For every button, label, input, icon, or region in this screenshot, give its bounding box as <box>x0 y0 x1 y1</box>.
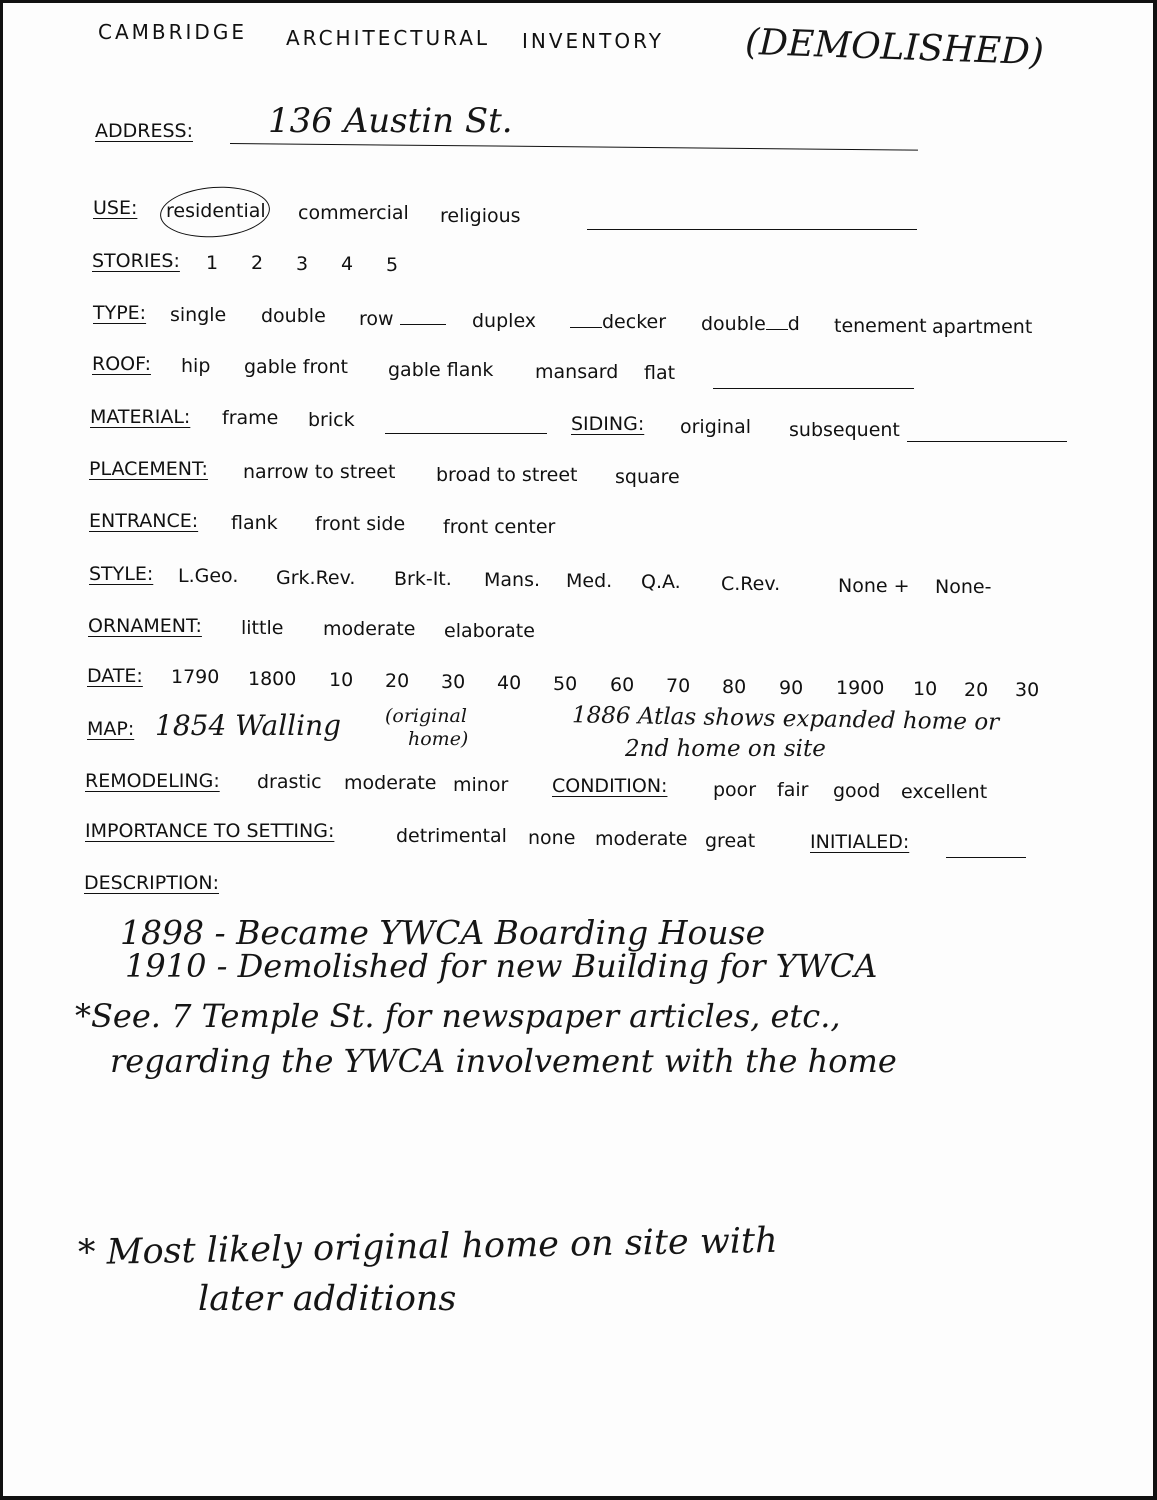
use-option-religious: religious <box>440 205 521 227</box>
type-option-single: single <box>170 304 227 326</box>
header-title-architectural: ARCHITECTURAL <box>286 26 491 50</box>
type-option-decker <box>570 313 666 332</box>
type-option-double-decker <box>701 315 800 334</box>
scan-edge-left <box>0 0 3 1500</box>
description-note-line-1: * Most likely original home on site with <box>77 1220 778 1274</box>
description-line-1: 1898 - Became YWCA Boarding House <box>120 913 766 952</box>
material-option-brick: brick <box>308 409 355 431</box>
header-title-inventory: INVENTORY <box>522 29 664 53</box>
use-option-commercial: commercial <box>298 202 409 224</box>
style-option-l-geo: L.Geo. <box>178 565 239 587</box>
entrance-label: ENTRANCE: <box>89 510 199 532</box>
stories-option-2: 2 <box>251 252 264 274</box>
roof-option-hip: hip <box>181 355 211 377</box>
roof-label: ROOF: <box>92 353 151 375</box>
map-label: MAP: <box>87 718 135 740</box>
date-option-90: 90 <box>779 677 804 699</box>
condition-option-good: good <box>833 780 881 802</box>
use-option-residential: residential <box>166 200 266 222</box>
scan-edge-right <box>1153 0 1157 1500</box>
type-option-tenement: tenement <box>834 315 927 337</box>
importance-option-great: great <box>705 830 756 852</box>
initialed-label: INITIALED: <box>810 831 910 853</box>
material-option-frame: frame <box>222 407 279 429</box>
entrance-option-front-center: front center <box>443 516 556 538</box>
description-line-4: regarding the YWCA involvement with the home <box>110 1042 897 1080</box>
condition-option-excellent: excellent <box>901 781 988 803</box>
remodeling-option-moderate: moderate <box>344 772 437 794</box>
selection-circle <box>158 183 271 241</box>
style-option-mans: Mans. <box>484 569 541 591</box>
double-decker-blank <box>766 329 788 330</box>
type-option-duplex: duplex <box>472 310 537 332</box>
ornament-option-moderate: moderate <box>323 618 416 640</box>
condition-label: CONDITION: <box>552 775 668 797</box>
placement-label: PLACEMENT: <box>89 458 208 480</box>
material-other-blank <box>385 433 547 434</box>
style-option-med: Med. <box>566 570 613 592</box>
remodeling-option-drastic: drastic <box>257 771 322 793</box>
ornament-option-elaborate: elaborate <box>444 620 535 642</box>
date-label: DATE: <box>87 665 143 687</box>
type-option-decker-text: decker <box>602 311 667 333</box>
description-note-line-2: later additions <box>198 1279 457 1319</box>
roof-option-gable-front: gable front <box>244 356 348 378</box>
style-option-none-plus: None + <box>838 575 910 597</box>
description-line-3: *See. 7 Temple St. for newspaper articles, etc., <box>75 997 841 1035</box>
material-label: MATERIAL: <box>90 406 191 428</box>
roof-option-mansard: mansard <box>535 361 619 383</box>
use-other-blank <box>587 229 917 230</box>
row-blank <box>400 324 446 325</box>
importance-option-detrimental: detrimental <box>396 825 507 847</box>
demolished-stamp: (DEMOLISHED) <box>744 21 1045 74</box>
stories-option-1: 1 <box>206 252 219 274</box>
date-option-50: 50 <box>553 673 578 695</box>
decker-blank <box>570 327 602 328</box>
scan-edge-bottom <box>0 1496 1157 1500</box>
date-option-30b: 30 <box>1015 679 1040 701</box>
address-label: ADDRESS: <box>95 120 193 142</box>
date-option-1900: 1900 <box>836 677 885 699</box>
roof-other-blank <box>713 388 914 389</box>
condition-option-fair: fair <box>777 779 809 801</box>
date-option-40: 40 <box>497 672 522 694</box>
style-option-brk-it: Brk-It. <box>394 568 452 590</box>
date-option-30a: 30 <box>441 671 466 693</box>
date-option-60: 60 <box>610 674 635 696</box>
map-note-walling: 1854 Walling <box>155 709 342 742</box>
stories-option-3: 3 <box>296 253 309 275</box>
description-label: DESCRIPTION: <box>84 872 220 894</box>
map-note-paren-top: (original <box>385 705 467 727</box>
style-option-q-a: Q.A. <box>641 571 681 593</box>
condition-option-poor: poor <box>713 779 757 801</box>
initialed-blank <box>946 857 1026 858</box>
date-option-80: 80 <box>722 676 747 698</box>
importance-label: IMPORTANCE TO SETTING: <box>85 820 335 842</box>
date-option-20a: 20 <box>385 670 410 692</box>
map-note-atlas-line2: 2nd home on site <box>625 736 826 762</box>
remodeling-option-minor: minor <box>453 774 509 796</box>
header-title-cambridge: CAMBRIDGE <box>98 20 247 44</box>
placement-option-square: square <box>615 466 680 488</box>
roof-option-gable-flank: gable flank <box>388 359 494 381</box>
placement-option-narrow: narrow to street <box>243 461 396 483</box>
address-value: 136 Austin St. <box>268 101 513 141</box>
ornament-option-little: little <box>241 617 284 639</box>
ornament-label: ORNAMENT: <box>88 615 202 637</box>
placement-option-broad: broad to street <box>436 464 578 486</box>
style-label: STYLE: <box>89 563 154 585</box>
entrance-option-flank: flank <box>231 512 278 534</box>
address-underline <box>230 143 918 151</box>
date-option-20b: 20 <box>964 679 989 701</box>
style-option-grk-rev: Grk.Rev. <box>276 567 356 589</box>
type-option-double: double <box>261 305 326 327</box>
importance-option-none: none <box>528 827 576 849</box>
type-option-row-text: row <box>359 308 394 330</box>
date-option-1800: 1800 <box>248 668 297 690</box>
siding-label: SIDING: <box>571 413 645 435</box>
remodeling-label: REMODELING: <box>85 770 220 792</box>
date-option-70: 70 <box>666 675 691 697</box>
siding-other-blank <box>907 441 1067 442</box>
date-option-10a: 10 <box>329 669 354 691</box>
map-note-paren-bottom: home) <box>408 728 469 750</box>
type-label: TYPE: <box>93 302 147 324</box>
style-option-c-rev: C.Rev. <box>721 573 781 595</box>
stories-label: STORIES: <box>92 250 180 272</box>
type-option-row <box>359 310 446 329</box>
map-note-atlas-line1: 1886 Atlas shows expanded home or <box>571 702 1000 736</box>
stories-option-4: 4 <box>341 253 354 275</box>
style-option-none-minus: None- <box>935 576 992 598</box>
roof-option-flat: flat <box>644 362 676 384</box>
entrance-option-front-side: front side <box>315 513 406 535</box>
date-option-1790: 1790 <box>171 666 220 688</box>
scan-edge-top <box>0 0 1157 3</box>
type-option-d-text: d <box>787 313 800 335</box>
siding-option-original: original <box>680 416 752 438</box>
description-line-2: 1910 - Demolished for new Building for YWCA <box>125 947 878 985</box>
siding-option-subsequent: subsequent <box>789 419 900 441</box>
importance-option-moderate: moderate <box>595 828 688 850</box>
stories-option-5: 5 <box>386 254 399 276</box>
type-option-apartment: apartment <box>932 316 1033 338</box>
use-label: USE: <box>93 197 138 219</box>
type-option-double-d-text: double <box>701 313 766 335</box>
date-option-10b: 10 <box>913 678 938 700</box>
